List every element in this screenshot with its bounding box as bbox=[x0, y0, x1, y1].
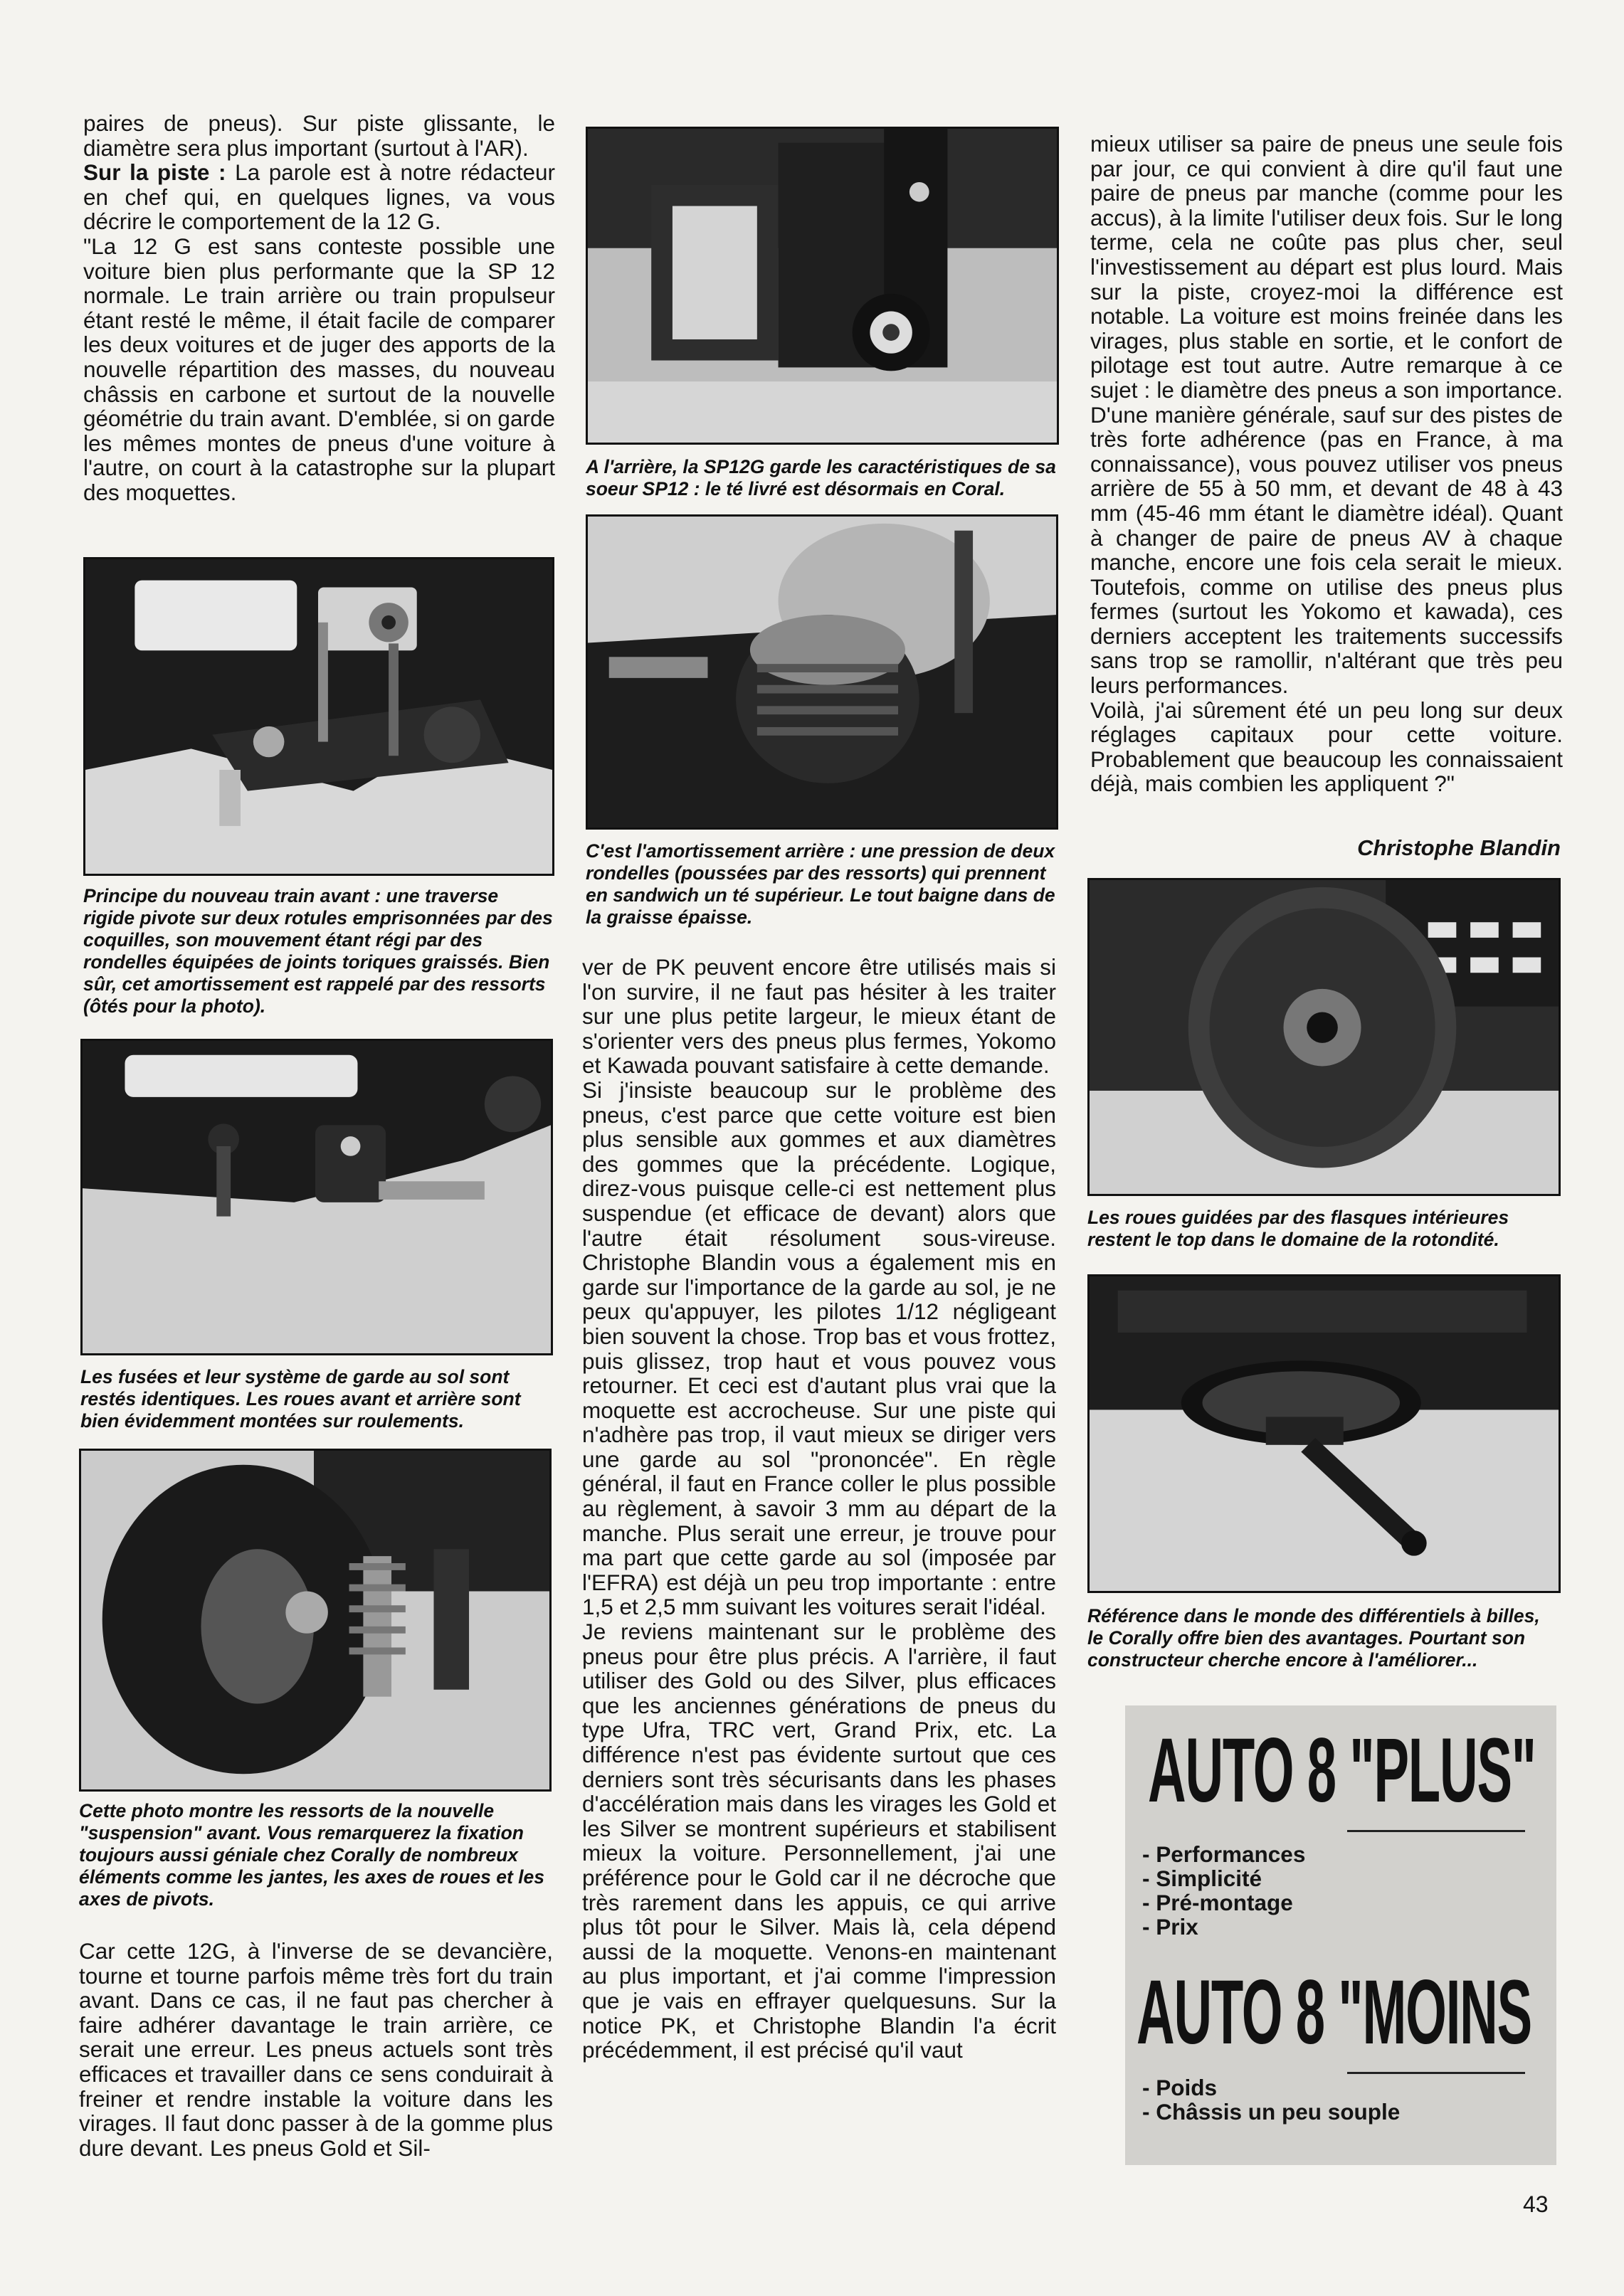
photo-front-suspension bbox=[79, 1449, 552, 1792]
photo-rear-damper bbox=[586, 514, 1058, 830]
paragraph: ver de PK peuvent encore être utilisés mais si l'on survire, il ne faut pas hésiter à les traiter sur une plus petite largeur, le mieux étant de s'orienter vers des pneus plus fermes, Yokomo et Kawada pouvant satisfaire à cette demande. bbox=[582, 954, 1056, 1079]
paragraph: mieux utiliser sa paire de pneus une seule fois par jour, ce qui convient à dire qu'il faut une paire de pneus par manche (comme pour les accus), à la limite l'utiliser deux fois. Sur le long terme, cela ne coûte pas plus cher, seul l'investissement au départ est plus lourd. Mais sur la piste, croyez-moi la différence est notable. La voiture est moins freinée dans les virages, plus stable en sortie, et le confort de pilotage est tout autre. Autre remarque à ce sujet : le diamètre des pneus a son importance. D'une manière générale, sauf sur des pistes de très forte adhérence (pas en France, à ma connaissance), vous pouvez utiliser vos pneus arrière de 55 à 50 mm, et devant de 48 à 43 mm (45-46 mm étant le diamètre idéal). Quant à changer de paire de pneus AV à chaque manche, encore une fois cela serait le mieux. Toutefois, comme on utilise des pneus plus fermes (surtout les Yokomo et kawada), ces derniers acceptent les traitements successifs sans trop se ramollir, n'altérant que très peu leurs performances. bbox=[1090, 131, 1563, 699]
caption-front-suspension: Cette photo montre les ressorts de la nouvelle "suspension" avant. Vous remarquerez la fixation toujours aussi géniale chez Corally de nombreux éléments comme les jantes, les axes de roues et les axes de pivots. bbox=[79, 1800, 545, 1910]
plus-moins-box bbox=[1125, 1705, 1556, 2165]
paragraph-text: La parole est à notre rédacteur en chef qui, en quelques lignes, va vous décrire le comportement de la 12 G. bbox=[83, 159, 555, 235]
divider bbox=[1347, 2072, 1525, 2074]
caption-stub-axles: Les fusées et leur système de garde au sol sont restés identiques. Les roues avant et arrière sont bien évidemment montées sur roulements. bbox=[80, 1366, 521, 1432]
paragraph: Car cette 12G, à l'inverse de se devancière, tourne et tourne parfois même très fort du train avant. Dans ce cas, il ne faut pas chercher à faire adhérer davantage le train arrière, ce serait une erreur. Les pneus actuels sont très efficaces et travailler dans ce sens conduirait à freiner et rendre instable la voiture dans les virages. Il faut donc passer à de la gomme plus dure devant. Les pneus Gold et Sil- bbox=[79, 1938, 553, 2161]
caption-rear: A l'arrière, la SP12G garde les caractéristiques de sa soeur SP12 : le té livré est désormais en Coral. bbox=[586, 456, 1056, 499]
paragraph-sur-la-piste bbox=[83, 160, 555, 234]
plus-item: - Prix bbox=[1142, 1914, 1198, 1940]
heading-sur-la-piste: Sur la piste : bbox=[83, 159, 226, 186]
photo-rear bbox=[586, 127, 1059, 445]
photo-stub-axles bbox=[80, 1039, 553, 1355]
moins-list bbox=[1142, 2075, 1400, 2124]
divider bbox=[1347, 1830, 1525, 1832]
caption-differential: Référence dans le monde des différentiels à billes, le Corally offre bien des avantages. Pourtant son constructeur cherche encore à l'améliorer... bbox=[1087, 1605, 1540, 1671]
paragraph: "La 12 G est sans conteste possible une voiture bien plus performante que la SP 12 normale. Le train arrière ou train propulseur étant resté le même, il était facile de comparer les deux voitures et de juger des apports de la nouvelle répartition des masses, du nouveau châssis en carbone et surtout de la nouvelle géométrie du train avant. D'emblée, si on garde les mêmes montes de pneus d'une voiture à l'autre, on court à la catastrophe sur la plupart des moquettes. bbox=[83, 233, 555, 505]
caption-front-axle: Principe du nouveau train avant : une traverse rigide pivote sur deux rotules emprisonnées par des coquilles, son mouvement étant régi par des rondelles équipées de joints toriques graissés. Bien sûr, cet amortissement est rappelé par des ressorts (ôtés pour la photo). bbox=[83, 885, 553, 1017]
col3-text bbox=[1090, 132, 1563, 796]
photo-wheel bbox=[1087, 878, 1561, 1196]
moins-item: - Poids bbox=[1142, 2075, 1218, 2100]
page-number: 43 bbox=[1523, 2191, 1549, 2217]
photo-front-axle bbox=[83, 557, 554, 876]
caption-wheel: Les roues guidées par des flasques intérieures restent le top dans le domaine de la rotondité. bbox=[1087, 1207, 1509, 1250]
col2-text bbox=[582, 955, 1056, 2063]
col1-text-top bbox=[83, 111, 555, 505]
paragraph: Je reviens maintenant sur le problème des pneus pour être plus précis. A l'arrière, il faut utiliser des Gold ou des Silver, plus efficaces que les anciennes générations de pneus du type Ufra, TRC vert, Grand Prix, etc. La différence n'est pas évidente surtout que ces derniers sont très sécurisants dans les phases d'accélération mais dans les virages les Gold et les Silver se montrent supérieurs et stabilisent mieux la voiture. Personnellement, j'ai une préférence pour le Gold car il ne décroche que très rarement dans les appuis, ce qui arrive plus tôt pour le Silver. Mais là, cela dépend aussi de la moquette. Venons-en maintenant au plus important, et j'ai comme l'impression que je vais en effrayer quelquesuns. Sur la notice PK, et Christophe Blandin l'a écrit précédemment, il est précisé qu'il vaut bbox=[582, 1619, 1056, 2063]
plus-list bbox=[1142, 1842, 1305, 1939]
caption-rear-damper: C'est l'amortissement arrière : une pression de deux rondelles (poussées par des ressorts) qui prennent en sandwich un té supérieur. Le tout baigne dans de la graisse épaisse. bbox=[586, 840, 1055, 928]
moins-item: - Châssis un peu souple bbox=[1142, 2099, 1401, 2125]
plus-item: - Pré-montage bbox=[1142, 1890, 1293, 1915]
plus-item: - Simplicité bbox=[1142, 1866, 1262, 1891]
paragraph: paires de pneus). Sur piste glissante, le diamètre sera plus important (surtout à l'AR). bbox=[83, 110, 555, 161]
plus-item: - Performances bbox=[1142, 1841, 1306, 1867]
moins-title: AUTO 8 "MOINS bbox=[1137, 1962, 1531, 2063]
paragraph: Si j'insiste beaucoup sur le problème des pneus, c'est parce que cette voiture est bien plus sensible aux gommes et aux diamètres des gommes que la précédente. Logique, direz-vous puisque celle-ci est nettement plus suspendue (et efficace de devant) alors que l'autre était résolument sous-vireuse. Christophe Blandin vous a également mis en garde sur l'importance de la garde au sol, je ne peux qu'appuyer, les pilotes 1/12 négligeant bien souvent la chose. Trop bas et vous frottez, puis glissez, trop haut et vous pouvez vous retourner. Et ceci est d'autant plus vrai que la moquette est accrocheuse. Sur une piste qui n'adhère pas trop, il vaut mieux se diriger vers une garde au sol "prononcée". En règle général, il faut en France coller le plus possible au règlement, à savoir 3 mm au départ de la manche. Plus serait une erreur, je trouve pour ma part que cette garde au sol (imposée par l'EFRA) est déjà un peu trop importante : entre 1,5 et 2,5 mm suivant les voitures serait l'idéal. bbox=[582, 1076, 1056, 1620]
paragraph: Voilà, j'ai sûrement été un peu long sur deux réglages capitaux pour cette voiture. Probablement que beaucoup les connaissaient déjà, mais combien les appliquent ?" bbox=[1090, 697, 1563, 797]
col1-text-bottom bbox=[79, 1939, 553, 2160]
signature: Christophe Blandin bbox=[1357, 835, 1561, 860]
photo-differential bbox=[1087, 1274, 1561, 1593]
plus-title: AUTO 8 "PLUS" bbox=[1148, 1720, 1536, 1821]
